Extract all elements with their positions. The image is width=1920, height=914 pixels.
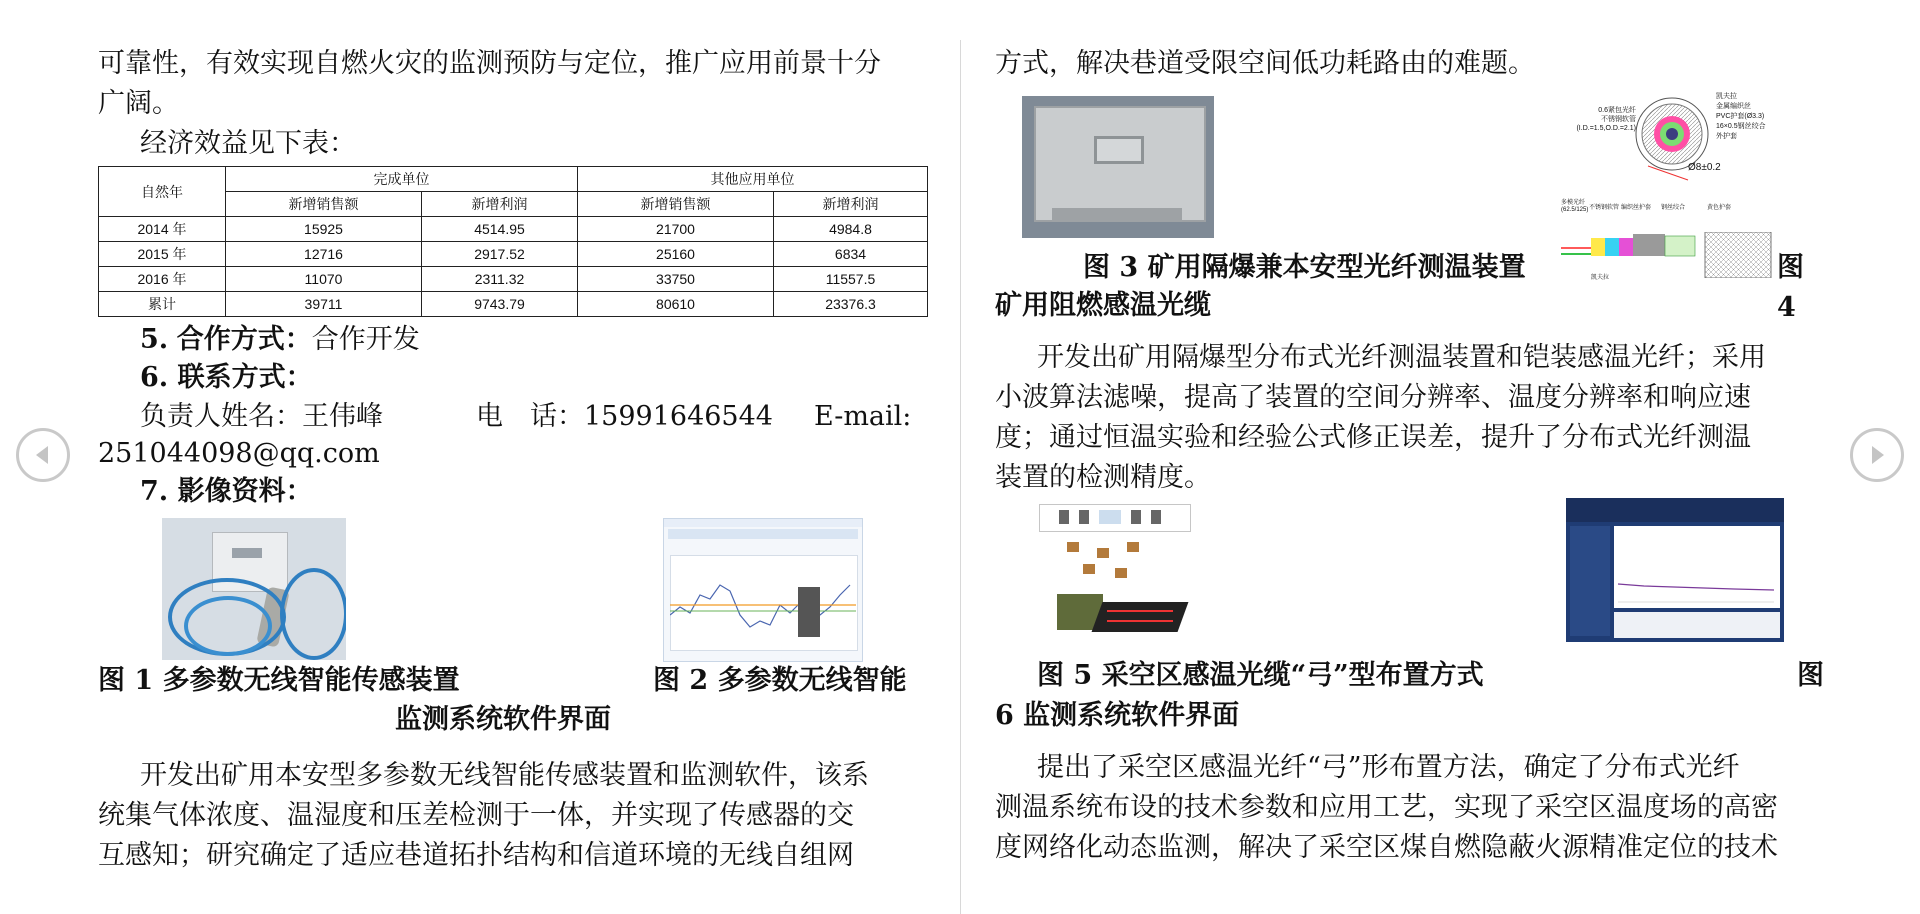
- paragraph-line: 开发出矿用隔爆型分布式光纤测温装置和铠装感温光纤；采用: [1037, 342, 1766, 373]
- cable-label: 0.6紧包光纤: [1598, 107, 1636, 114]
- fig5-caption: 图 5 采空区感温光缆“弓”型布置方式: [1037, 660, 1484, 691]
- fig3-caption: 图 3 矿用隔爆兼本安型光纤测温装置: [1083, 252, 1526, 283]
- table-cell: 80610: [578, 292, 774, 317]
- images-heading: 7. 影像资料：: [140, 476, 313, 507]
- fig1-caption: 图 1 多参数无线智能传感装置: [98, 665, 460, 696]
- table-cell: 39711: [226, 292, 422, 317]
- table-cell: 4984.8: [774, 217, 928, 242]
- sub-header: 新增销售额: [226, 192, 422, 217]
- table-row: [99, 242, 928, 267]
- contact-phone: 电 话：15991646544: [476, 401, 773, 432]
- table-cell: 11557.5: [774, 267, 928, 292]
- sub-header: 新增销售额: [578, 192, 774, 217]
- cooperation-value: 合作开发: [311, 324, 420, 355]
- cable-side-label-text: 多模光纤: [1561, 200, 1586, 206]
- table-cell: 2015 年: [99, 242, 226, 267]
- cable-side-label: 不锈钢软管: [1589, 205, 1620, 211]
- cable-side-label: 编织丝: [1621, 205, 1640, 211]
- cable-side-label: 护套: [1639, 205, 1652, 211]
- cable-side-label-text: (62.5/125): [1561, 207, 1589, 213]
- table-row: [99, 292, 928, 317]
- paragraph-line: 开发出矿用本安型多参数无线智能传感装置和监测软件，该系: [140, 760, 869, 791]
- right-page: [995, 0, 1825, 914]
- table-cell: 6834: [774, 242, 928, 267]
- table-cell: 2917.52: [422, 242, 578, 267]
- paragraph-line: 提出了采空区感温光纤“弓”形布置方法，确定了分布式光纤: [1037, 752, 1740, 783]
- cable-label: PVC护套(Ø3.3): [1716, 113, 1765, 120]
- group-header-2: 其他应用单位: [578, 167, 928, 192]
- cable-side-label: 凯夫拉: [1591, 275, 1610, 281]
- cable-left-labels: [1550, 106, 1636, 133]
- cable-side-label: 钢丝绞合: [1661, 205, 1686, 211]
- cable-side-diagram: [1561, 198, 1775, 288]
- fig4-caption-line2: 矿用阻燃感温光缆: [995, 290, 1211, 321]
- paragraph-line: 互感知；研究确定了适应巷道拓扑结构和信道环境的无线自组网: [98, 840, 854, 871]
- table-intro: 经济效益见下表：: [140, 128, 356, 159]
- fig6-caption: 图: [1797, 660, 1824, 691]
- economic-benefit-table: [98, 166, 928, 317]
- cable-side-label: 黄色护套: [1707, 205, 1732, 211]
- cooperation-line: [140, 320, 420, 360]
- cable-label: 外护套: [1716, 133, 1737, 140]
- table-cell: 累计: [99, 292, 226, 317]
- table-row: [99, 267, 928, 292]
- table-cell: 2014 年: [99, 217, 226, 242]
- paragraph-line: 测温系统布设的技术参数和应用工艺，实现了采空区温度场的高密: [995, 792, 1778, 823]
- contact-email: 251044098@qq.com: [98, 438, 380, 469]
- table-cell: 23376.3: [774, 292, 928, 317]
- intro-line-2: 广阔。: [98, 88, 179, 119]
- intro-line-1: 可靠性，有效实现自燃火灾的监测预防与定位，推广应用前景十分: [98, 48, 881, 79]
- fiber-temperature-device-photo: [1022, 96, 1214, 238]
- fig6-caption-line2: 6 监测系统软件界面: [995, 700, 1240, 731]
- sub-header: 新增利润: [422, 192, 578, 217]
- cable-layers-svg: [1561, 232, 1775, 278]
- table-cell: 12716: [226, 242, 422, 267]
- table-cell: 15925: [226, 217, 422, 242]
- cooperation-label: 合作方式：: [176, 324, 312, 355]
- next-page-button[interactable]: [1850, 428, 1904, 482]
- left-page: [98, 0, 928, 914]
- cable-label: 凯夫拉: [1716, 93, 1737, 100]
- year-header: 自然年: [99, 167, 226, 217]
- cable-label: 金属编织丝: [1716, 103, 1751, 110]
- fig2-caption-line2: 监测系统软件界面: [395, 704, 611, 735]
- software-trend-chart: [670, 555, 856, 649]
- fig4-caption: 图 4: [1777, 252, 1804, 323]
- goaf-layout-diagram: [1027, 498, 1197, 642]
- sub-header: 新增利润: [774, 192, 928, 217]
- paragraph-line: 小波算法滤噪，提高了装置的空间分辨率、温度分辨率和响应速: [995, 382, 1751, 413]
- table-cell: 11070: [226, 267, 422, 292]
- monitoring-trend-chart: [1614, 526, 1780, 608]
- monitoring-system-screenshot: [1566, 498, 1784, 642]
- chevron-right-icon: [1865, 443, 1889, 467]
- contact-name: 负责人姓名：王伟峰: [140, 401, 383, 432]
- cable-label: 不锈钢软管: [1601, 116, 1636, 123]
- cable-right-labels: [1716, 92, 1766, 142]
- paragraph-line: 度网络化动态监测，解决了采空区煤自燃隐蔽火源精准定位的技术: [995, 832, 1778, 863]
- cable-cross-section-diagram: [1548, 92, 1808, 184]
- contact-heading: 6. 联系方式：: [140, 362, 313, 393]
- monitoring-software-screenshot: [663, 518, 863, 662]
- cable-side-label: [1561, 200, 1588, 214]
- table-cell: 4514.95: [422, 217, 578, 242]
- fig2-caption: 图 2 多参数无线智能: [653, 665, 907, 696]
- table-cell: 25160: [578, 242, 774, 267]
- cable-label: (I.D.=1.5,O.D.=2.1): [1576, 125, 1636, 132]
- paragraph-line: 装置的检测精度。: [995, 462, 1211, 493]
- table-cell: 2016 年: [99, 267, 226, 292]
- chevron-left-icon: [31, 443, 55, 467]
- paragraph-line: 统集气体浓度、温湿度和压差检测于一体，并实现了传感器的交: [98, 800, 854, 831]
- right-line-1: 方式，解决巷道受限空间低功耗路由的难题。: [995, 48, 1535, 79]
- contact-email-label: E-mail:: [814, 401, 912, 432]
- table-cell: 2311.32: [422, 267, 578, 292]
- prev-page-button[interactable]: [16, 428, 70, 482]
- table-row: [99, 217, 928, 242]
- group-header-1: 完成单位: [226, 167, 578, 192]
- table-cell: 9743.79: [422, 292, 578, 317]
- paragraph-line: 度；通过恒温实验和经验公式修正误差，提升了分布式光纤测温: [995, 422, 1751, 453]
- cooperation-number: 5.: [140, 324, 169, 355]
- page-divider: [960, 40, 961, 914]
- table-cell: 21700: [578, 217, 774, 242]
- cable-label: 16×0.5钢丝绞合: [1716, 123, 1766, 130]
- sensor-device-photo: [162, 518, 346, 660]
- cable-diameter-label: Ø8±0.2: [1688, 162, 1721, 173]
- table-cell: 33750: [578, 267, 774, 292]
